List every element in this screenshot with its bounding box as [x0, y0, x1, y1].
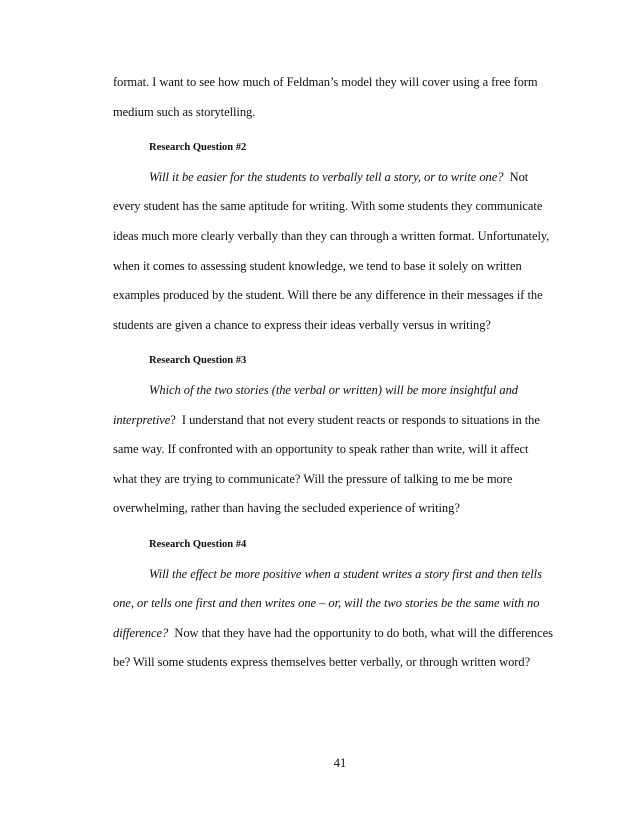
section-heading: Research Question #3 — [149, 355, 247, 367]
text-line: medium such as storytelling. — [113, 104, 256, 119]
page-number: 41 — [333, 756, 347, 770]
page-body — [113, 68, 553, 678]
text-line: overwhelming, rather than having the secluded experience of writing? — [113, 501, 460, 516]
text-line: what they are trying to communicate? Will the pressure of talking to me be more — [113, 471, 513, 486]
text-line — [113, 589, 553, 619]
text-line — [113, 163, 553, 193]
section-research-question-3 — [113, 346, 553, 524]
question-text: one, or tells one first and then writes one – or, will the two stories be the same with no — [113, 596, 540, 611]
question-text: difference? — [113, 625, 169, 640]
text-line — [113, 376, 553, 406]
text-run: ? I understand that not every student reacts or responds to situations in the — [170, 412, 540, 427]
text-line: format. I want to see how much of Feldman’s model they will cover using a free form — [113, 75, 538, 89]
text-line: ideas much more clearly verbally than they can through a written format. Unfortunately, — [113, 228, 550, 243]
intro-paragraph — [113, 68, 553, 127]
section-heading: Research Question #4 — [149, 538, 247, 550]
question-text: interpretive — [113, 412, 171, 427]
question-text: Will it be easier for the students to verbally tell a story, or to write one? — [149, 169, 504, 184]
text-line: when it comes to assessing student knowledge, we tend to base it solely on written — [113, 258, 522, 273]
text-run: Not — [503, 169, 529, 184]
text-line: be? Will some students express themselves better verbally, or through written word? — [113, 655, 531, 670]
question-text: Which of the two stories (the verbal or written) will be more insightful and — [149, 382, 518, 397]
section-heading: Research Question #2 — [149, 142, 247, 154]
text-run: Now that they have had the opportunity to do both, what will the differences — [168, 625, 553, 640]
section-research-question-2 — [113, 133, 553, 340]
text-line — [113, 560, 553, 590]
text-line: students are given a chance to express their ideas verbally versus in writing? — [113, 317, 491, 332]
question-text: Will the effect be more positive when a student writes a story first and then tells — [149, 566, 542, 581]
text-line: examples produced by the student. Will there be any difference in their messages if the — [113, 288, 543, 303]
section-research-question-4 — [113, 530, 553, 678]
text-line: every student has the same aptitude for writing. With some students they communicate — [113, 199, 543, 214]
text-line: same way. If confronted with an opportunity to speak rather than write, will it affect — [113, 442, 529, 457]
text-line — [113, 406, 553, 436]
text-line — [113, 619, 553, 649]
